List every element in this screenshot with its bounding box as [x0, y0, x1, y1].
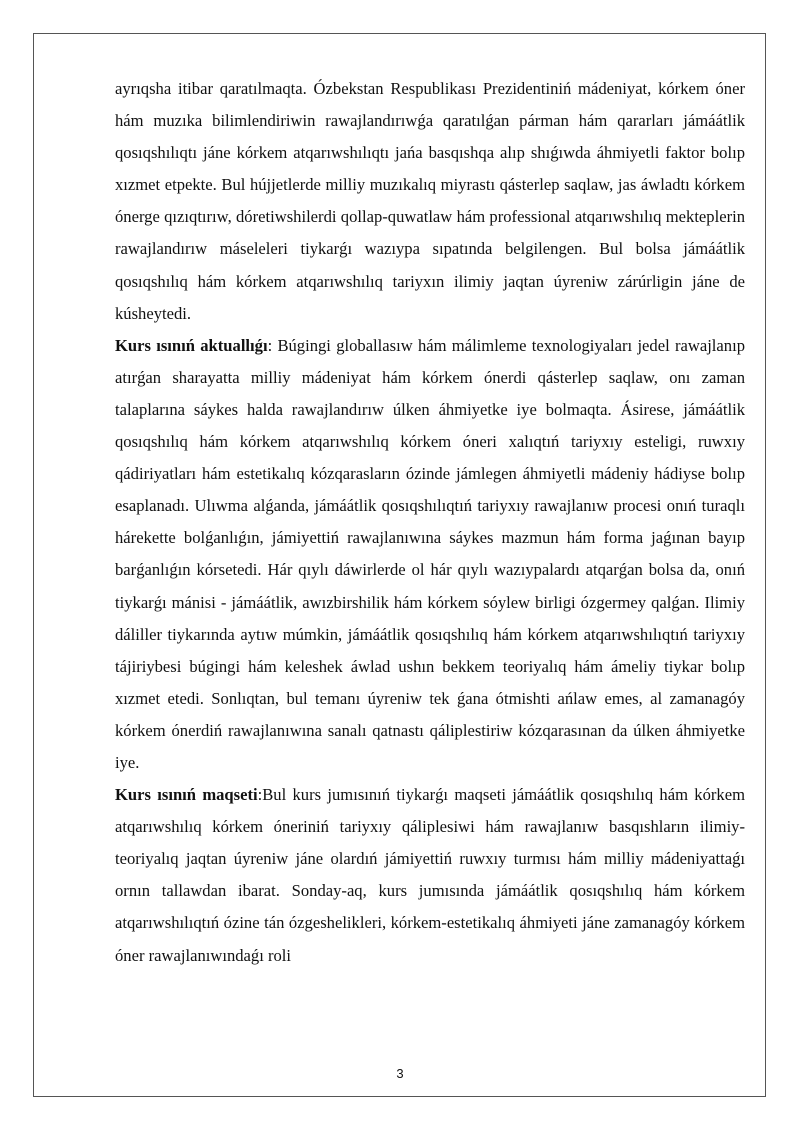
page-number: 3 [396, 1066, 404, 1081]
paragraph-relevance [115, 330, 745, 779]
section-heading-goal: Kurs ısınıń maqseti [115, 785, 258, 805]
section-heading-relevance: Kurs ısınıń aktuallıǵı [115, 335, 268, 355]
document-body [115, 73, 745, 972]
paragraph-goal [115, 779, 745, 972]
paragraph-text: ayrıqsha itibar qaratılmaqta. Ózbekstan Respublikası Prezidentiniń mádeniyat, kórkem óner hám muzıka bilimlendiriwin rawajlandırıwǵa qaratılǵan párman hám qararları jámáátlik qosıqshılıqtı jáne kórkem atqarıwshılıqtı jańa basqıshqa alıp shıǵıwda áhmiyetli faktor bolıp xızmet etpekte. Bul hújjetlerde milliy muzıkalıq miyrastı qásterlep saqlaw, jas áwladtı kórkem ónerge qızıqtırıw, dóretiwshilerdi qollap-quwatlaw hám professional atqarıwshılıq mekteplerin rawajlandırıw máseleleri tiykarǵı wazıypa sıpatında belgilengen. Bul bolsa jámáátlik qosıqshılıq hám kórkem atqarıwshılıq tariyxın ilimiy jaqtan úyreniw zárúrligin jáne de kúsheytedi. [115, 79, 745, 323]
paragraph-text: :Bul kurs jumısınıń tiykarǵı maqseti jámáátlik qosıqshılıq hám kórkem atqarıwshılıq kórkem óneriniń tariyxıy qáliplesiwi hám rawajlanıw basqıshların ilimiy-teoriyalıq jaqtan úyreniw jáne olardıń jámiyettiń ruwxıy turmısı hám milliy mádeniyattaǵı ornın tallawdan ibarat. Sonday-aq, kurs jumısında jámáátlik qosıqshılıq hám kórkem atqarıwshılıqtıń ózine tán ózgeshelikleri, kórkem-estetikalıq áhmiyeti jáne zamanagóy kórkem óner rawajlanıwındaǵı roli [115, 785, 745, 965]
paragraph-text: : Búgingi globallasıw hám málimleme texnologiyaları jedel rawajlanıp atırǵan sharayatta milliy mádeniyat hám kórkem ónerdi qásterlep saqlaw, onı zaman talaplarına sáykes halda rawajlandırıw úlken áhmiyetke iye bolmaqta. Ásirese, jámáátlik qosıqshılıq hám kórkem atqarıwshılıq kórkem óneri xalıqtıń tariyxıy esteligi, ruwxıy qádiriyatları hám estetikalıq kózqarasların ózinde jámlegen áhmiyetli mádeniy hádiyse bolıp esaplanadı. Ulıwma alǵanda, jámáátlik qosıqshılıqtıń tariyxıy rawajlanıw procesi onıń turaqlı hárekette bolǵanlıǵın, jámiyettiń rawajlanıwına sáykes mazmun hám forma jaǵınan bayıp barǵanlıǵın kórsetedi. Hár qıylı dáwirlerde ol hár qıylı wazıypalardı atqarǵan bolsa da, onıń tiykarǵı mánisi - jámáátlik, awızbirshilik hám kórkem sóylew birligi ózgermey qalǵan. Ilimiy dáliller tiykarında aytıw múmkin, jámáátlik qosıqshılıq hám kórkem atqarıwshılıqtıń tariyxıy tájiriybesi búgingi hám keleshek áwlad ushın bekkem teoriyalıq hám ámeliy tiykar bolıp xızmet etedi. Sonlıqtan, bul temanı úyreniw tek ǵana ótmishti ańlaw emes, al zamanagóy kórkem ónerdiń rawajlanıwına sanalı qatnastı qáliplestiriw kózqarasınan da úlken áhmiyetke iye. [115, 335, 745, 772]
paragraph-intro [115, 73, 745, 330]
